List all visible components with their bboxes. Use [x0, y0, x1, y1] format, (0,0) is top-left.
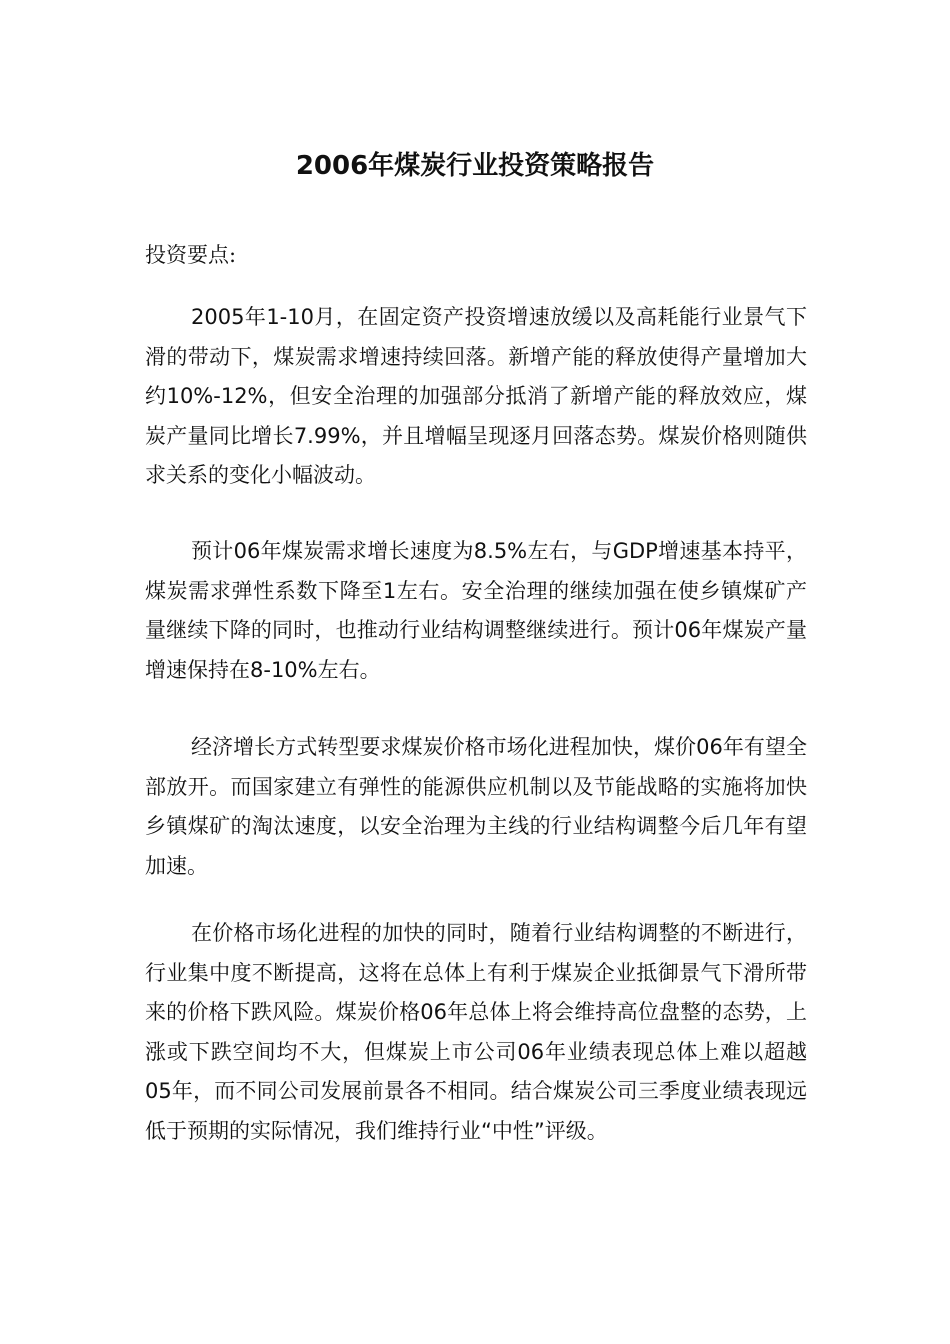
section-heading: 投资要点: [145, 243, 237, 267]
paragraph-2: 预计06年煤炭需求增长速度为8.5%左右，与GDP增速基本持平，煤炭需求弹性系数下降至1左右。安全治理的继续加强在使乡镇煤矿产量继续下降的同时，也推动行业结构调整继续进行。预计06年煤炭产量增速保持在8-10%左右。 [145, 539, 807, 682]
paragraph-4: 在价格市场化进程的加快的同时，随着行业结构调整的不断进行，行业集中度不断提高，这将在总体上有利于煤炭企业抵御景气下滑所带来的价格下跌风险。煤炭价格06年总体上将会维持高位盘整的态势，上涨或下跌空间均不大，但煤炭上市公司06年业绩表现总体上难以超越05年，而不同公司发展前景各不相同。结合煤炭公司三季度业绩表现远低于预期的实际情况，我们维持行业“中性”评级。 [145, 921, 807, 1143]
paragraph-3: 经济增长方式转型要求煤炭价格市场化进程加快，煤价06年有望全部放开。而国家建立有弹性的能源供应机制以及节能战略的实施将加快乡镇煤矿的淘汰速度，以安全治理为主线的行业结构调整今后几年有望加速。 [145, 735, 807, 878]
document-title: 2006年煤炭行业投资策略报告 [295, 151, 655, 181]
paragraph-1: 2005年1-10月，在固定资产投资增速放缓以及高耗能行业景气下滑的带动下，煤炭需求增速持续回落。新增产能的释放使得产量增加大约10%-12%，但安全治理的加强部分抵消了新增产能的释放效应，煤炭产量同比增长7.99%，并且增幅呈现逐月回落态势。煤炭价格则随供求关系的变化小幅波动。 [145, 305, 807, 487]
